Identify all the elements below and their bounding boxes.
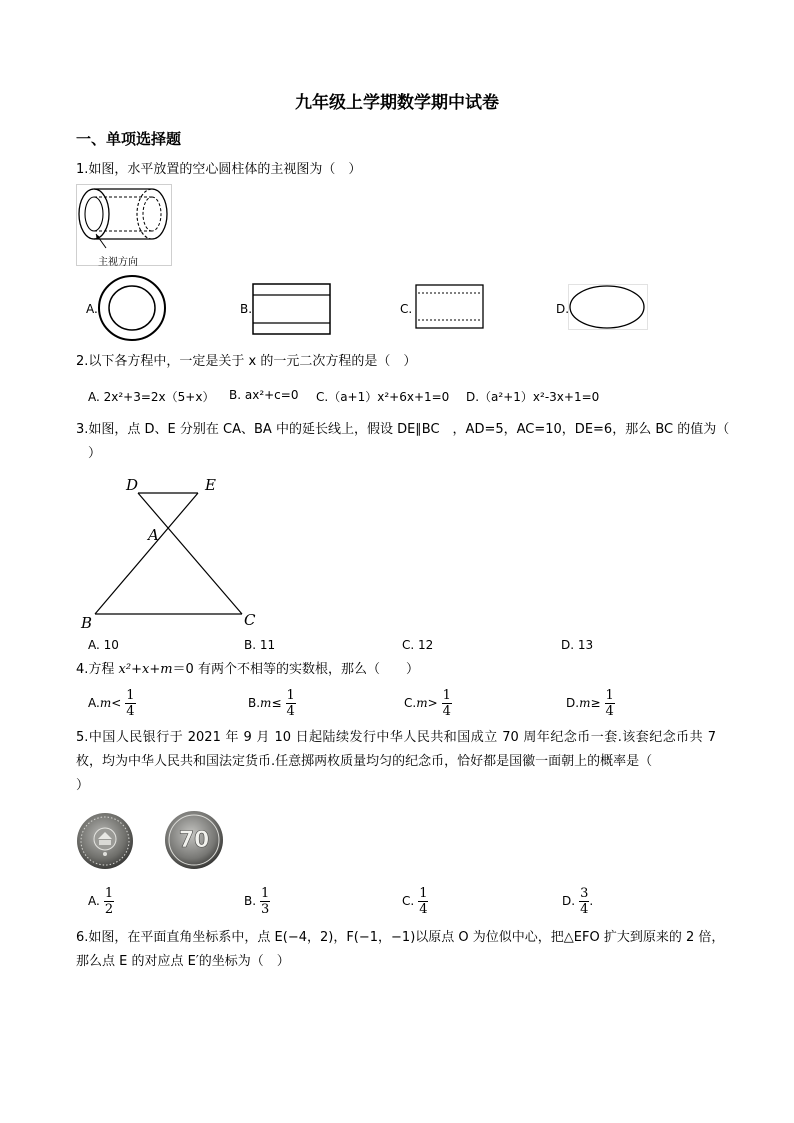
option-d-label[interactable]: D. xyxy=(556,302,570,316)
q2-option-a[interactable]: A. 2x²+3=2x（5+x） xyxy=(88,390,215,404)
section-heading: 一、单项选择题 xyxy=(76,130,182,148)
question-6-line-1: 6.如图，在平面直角坐标系中，点 E(−4，2)，F(−1，−1)以原点 O 为位似中心，把△EFO 扩大到原来的 2 倍， xyxy=(76,930,725,945)
fraction: $\frac{1}{4}$ xyxy=(605,688,614,719)
point-b-label: B xyxy=(81,614,93,632)
fraction: $\frac{1}{2}$ xyxy=(104,886,114,917)
q4-prefix: 4.方程 xyxy=(76,662,119,677)
q5-option-b[interactable]: B. $\frac{1}{3}$ xyxy=(244,886,270,917)
q5-option-d[interactable]: D. $\frac{3}{4}$ . xyxy=(562,886,594,917)
fraction: $\frac{1}{3}$ xyxy=(261,886,270,917)
question-4-text xyxy=(76,660,419,680)
page-title: 九年级上学期数学期中试卷 xyxy=(295,93,499,113)
q4-option-c[interactable]: C.m> $\frac{1}{4}$ xyxy=(404,688,451,719)
fraction: $\frac{1}{4}$ xyxy=(419,886,428,917)
fraction: $\frac{1}{4}$ xyxy=(126,688,135,719)
view-direction-label: 主视方向 xyxy=(98,257,138,268)
question-5-line-1: 5.中国人民银行于 2021 年 9 月 10 日起陆续发行中华人民共和国成立 70 周年纪念币一套.该套纪念币共 7 xyxy=(76,730,716,745)
ring-option-figure xyxy=(96,274,170,344)
q4-option-d[interactable]: D.m≥ $\frac{1}{4}$ xyxy=(566,688,614,719)
q2-option-c[interactable]: C.（a+1）x²+6x+1=0 xyxy=(316,390,450,404)
anniversary-coin-image xyxy=(164,810,224,870)
q2-option-b[interactable]: B. ax²+c=0 xyxy=(229,388,299,402)
q4-equation: x²+x+m xyxy=(118,662,173,677)
question-3-line-2: ） xyxy=(88,446,102,461)
point-d-label: D xyxy=(126,476,139,494)
rectangle-solid-lines-figure xyxy=(252,283,332,335)
fraction: $\frac{3}{4}$ xyxy=(580,886,589,917)
question-5-line-3: ） xyxy=(76,778,90,793)
option-a-label[interactable]: A. xyxy=(86,302,98,316)
q3-option-d[interactable]: D. 13 xyxy=(561,638,594,652)
q5-option-c[interactable]: C. $\frac{1}{4}$ xyxy=(402,886,428,917)
coin-70-text: 70 xyxy=(178,828,210,853)
q3-option-a[interactable]: A. 10 xyxy=(88,638,119,652)
q4-option-b[interactable]: B.m≤ $\frac{1}{4}$ xyxy=(248,688,295,719)
triangle-figure xyxy=(80,474,280,634)
option-b-label[interactable]: B. xyxy=(240,302,253,316)
option-c-label[interactable]: C. xyxy=(400,302,413,316)
question-6-line-2: 那么点 E 的对应点 E′的坐标为（ ） xyxy=(76,954,290,969)
q3-option-c[interactable]: C. 12 xyxy=(402,638,434,652)
q3-option-b[interactable]: B. 11 xyxy=(244,638,276,652)
q4-option-a[interactable]: A.m< $\frac{1}{4}$ xyxy=(88,688,135,719)
question-5-line-2: 枚，均为中华人民共和国法定货币.任意掷两枚质量均匀的纪念币，恰好都是国徽一面朝上的概率是（ xyxy=(76,754,653,769)
fraction: $\frac{1}{4}$ xyxy=(442,688,451,719)
ellipse-option-figure xyxy=(568,284,648,330)
q4-suffix: ＝0 有两个不相等的实数根，那么（ ） xyxy=(172,662,419,677)
emblem-coin-image xyxy=(76,812,134,870)
q2-option-d[interactable]: D.（a²+1）x²-3x+1=0 xyxy=(466,390,600,404)
question-3-line-1: 3.如图，点 D、E 分别在 CA、BA 中的延长线上，假设 DE∥BC ，AD=5，AC=10，DE=6，那么 BC 的值为（ xyxy=(76,422,730,437)
point-a-label: A xyxy=(148,526,159,544)
rectangle-dashed-lines-figure xyxy=(415,284,485,330)
fraction: $\frac{1}{4}$ xyxy=(286,688,295,719)
point-e-label: E xyxy=(205,476,216,494)
point-c-label: C xyxy=(244,611,256,629)
question-2-text: 2.以下各方程中，一定是关于 x 的一元二次方程的是（ ） xyxy=(76,354,417,369)
question-1-text: 1.如图，水平放置的空心圆柱体的主视图为（ ） xyxy=(76,162,362,177)
q5-option-a[interactable]: A. $\frac{1}{2}$ xyxy=(88,886,114,917)
